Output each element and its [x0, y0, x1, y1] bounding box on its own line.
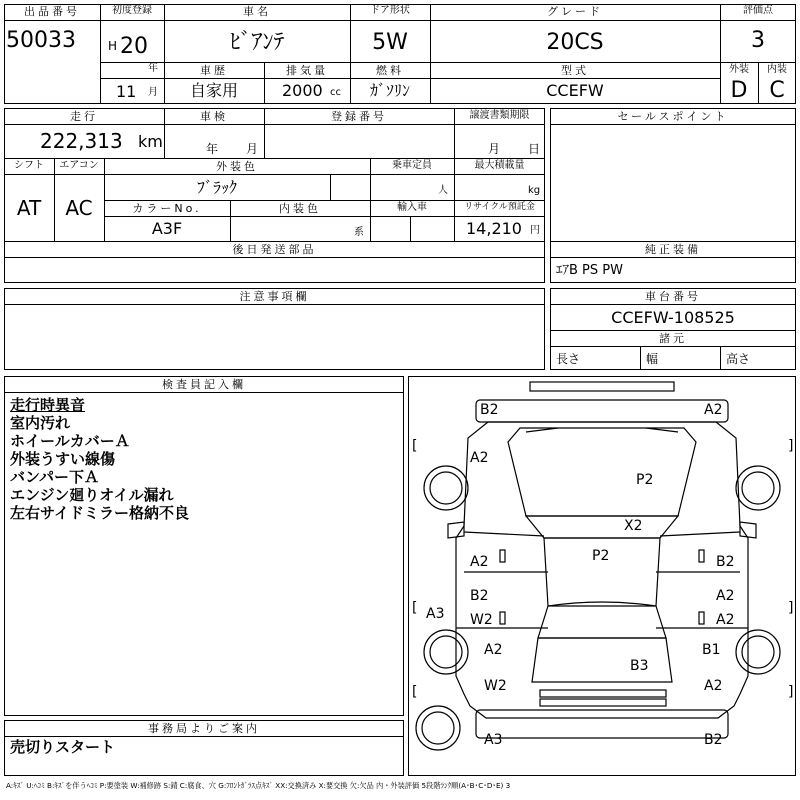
- height-label: 高さ: [726, 352, 751, 366]
- dims-label: 諸元: [659, 332, 687, 345]
- lot-label: 出品番号: [24, 5, 80, 18]
- legend: A:ｷｽﾞ U:ﾍｺﾐ B:ｷｽﾞを伴うﾍｺﾐ P:要塗装 W:補修跡 S:錆 C:腐食、穴 G:ﾌﾛﾝﾄｶﾞﾗｽ点ｷｽﾞ XX:交換済み X:要交換 欠:欠品 内・外装評価 5段階ﾗﾝｸ順(A･B･C･D･E) 3: [6, 781, 511, 790]
- mark-rear-fender-right: B1: [702, 642, 721, 658]
- inspection-month-unit: 月: [246, 142, 259, 156]
- inspection-label: 車検: [200, 110, 228, 123]
- mark-fender-left: A2: [470, 450, 489, 466]
- history: 自家用: [189, 81, 238, 100]
- displacement: 2000: [282, 81, 323, 100]
- mileage-label: 走行: [70, 110, 98, 123]
- car-diagram: [408, 376, 796, 776]
- era: H: [108, 39, 118, 53]
- chassis-label: 車台番号: [645, 290, 701, 303]
- transfer-month-unit: 月: [488, 142, 501, 156]
- grade-label: グレード: [547, 5, 603, 18]
- transfer-day-unit: 日: [528, 142, 541, 156]
- remark-line: エンジン廻りオイル漏れ: [10, 486, 174, 504]
- bracket-close-3: ]: [788, 684, 794, 700]
- recycle-unit: 円: [530, 225, 540, 236]
- remark-line: バンパー下Ａ: [10, 468, 99, 486]
- length-label: 長さ: [556, 352, 581, 366]
- mark-door-rr-lower: A2: [716, 612, 735, 628]
- mark-hood: P2: [636, 472, 654, 488]
- shift-label: シフト: [14, 160, 44, 171]
- first-reg-month: 11: [116, 82, 137, 101]
- int-color-unit: 系: [354, 227, 364, 238]
- mark-windshield: X2: [624, 518, 643, 534]
- interior-label: 内装: [767, 64, 787, 75]
- reg-no-label: 登録番号: [331, 110, 387, 123]
- notes-label: 注意事項欄: [239, 290, 310, 303]
- sales-point-panel: [550, 108, 796, 242]
- mark-rear-right: A2: [704, 678, 723, 694]
- bracket-open: [: [412, 438, 418, 454]
- mark-trunk: B3: [630, 658, 649, 674]
- mark-rear-fender-left: A2: [484, 642, 503, 658]
- inspector-label: 検査員記入欄: [162, 378, 246, 391]
- bracket-close-2: ]: [788, 600, 794, 616]
- fuel-label: 燃料: [376, 64, 404, 77]
- later-parts-label: 後日発送部品: [232, 243, 317, 256]
- office-label: 事務局よりご案内: [148, 722, 260, 735]
- color-no: A3F: [151, 219, 183, 238]
- chassis-number: CCEFW-108525: [611, 308, 735, 327]
- grade: 20CS: [546, 30, 604, 55]
- mark-door-fl: A2: [470, 554, 489, 570]
- mark-door-rl-top: B2: [470, 588, 489, 604]
- exterior-label: 外装: [729, 64, 749, 75]
- fuel: ｶﾞｿﾘﾝ: [369, 81, 410, 100]
- bracket-open-2: [: [412, 600, 418, 616]
- car-name-label: 車名: [243, 5, 271, 18]
- recycle-fee: 14,210: [466, 219, 522, 238]
- model-label: 型式: [561, 64, 589, 77]
- bracket-open-3: [: [412, 684, 418, 700]
- max-load-label: 最大積載量: [474, 160, 525, 171]
- genuine-label: 純正装備: [645, 243, 701, 256]
- recycle-label: リサイクル預託金: [464, 202, 535, 212]
- inspector-remarks: [10, 396, 189, 522]
- import-label: 輸入車: [397, 202, 427, 213]
- capacity-label: 乗車定員: [392, 160, 432, 171]
- transfer-label: 譲渡書類期限: [469, 110, 530, 121]
- int-color-label: 内装色: [279, 202, 321, 215]
- displacement-unit: cc: [330, 87, 341, 98]
- mark-bumper-right: B2: [704, 732, 723, 748]
- color-no-label: カラーNo.: [132, 202, 202, 215]
- shift: AT: [16, 196, 42, 220]
- remark-line: 室内汚れ: [10, 414, 71, 432]
- model: CCEFW: [546, 81, 604, 100]
- history-label: 車歴: [200, 64, 228, 77]
- score: 3: [751, 28, 765, 53]
- mileage-unit: km: [138, 132, 163, 151]
- year-unit: 年: [148, 63, 158, 74]
- genuine-equipment: ｴｱB PS PW: [556, 263, 623, 278]
- width-label: 幅: [646, 352, 659, 366]
- capacity-unit: 人: [438, 185, 448, 196]
- office-text: 売切りスタート: [10, 738, 116, 756]
- door-type: 5W: [372, 30, 408, 55]
- mark-side-left: A3: [426, 606, 445, 622]
- month-unit: 月: [148, 87, 158, 98]
- remark-line: 走行時異音: [10, 396, 86, 414]
- lot-number: 50033: [6, 28, 76, 53]
- score-label: 評価点: [743, 5, 773, 16]
- mark-door-rr: A2: [716, 588, 735, 604]
- mark-front-left: B2: [480, 402, 499, 418]
- aircon: AC: [65, 196, 93, 220]
- exterior-grade: D: [730, 78, 748, 103]
- mark-door-fr: B2: [716, 554, 735, 570]
- inspection-year-unit: 年: [206, 142, 219, 156]
- mark-roof: P2: [592, 548, 610, 564]
- first-reg-label: 初度登録: [112, 5, 152, 16]
- ext-color: ﾌﾞﾗｯｸ: [196, 178, 237, 197]
- mark-rear-left: W2: [484, 678, 507, 694]
- aircon-label: エアコン: [59, 160, 99, 171]
- sales-point-label: セールスポイント: [617, 110, 729, 123]
- remark-line: 左右サイドミラー格納不良: [10, 504, 189, 522]
- remark-line: ホイールカバーＡ: [10, 432, 130, 450]
- max-load-unit: kg: [528, 185, 541, 196]
- mark-front-right: A2: [704, 402, 723, 418]
- displacement-label: 排気量: [286, 64, 328, 77]
- mark-bumper-left: A3: [484, 732, 503, 748]
- bracket-close: ]: [788, 438, 794, 454]
- first-reg-year: 20: [120, 34, 148, 59]
- remark-line: 外装うすい線傷: [10, 450, 116, 468]
- mileage: 222,313: [40, 129, 123, 153]
- door-label: ドア形状: [370, 5, 410, 16]
- mark-door-rl-bottom: W2: [470, 612, 493, 628]
- car-name: ﾋﾞｱﾝﾃ: [229, 30, 285, 55]
- interior-grade: C: [769, 78, 785, 103]
- ext-color-label: 外装色: [216, 160, 258, 173]
